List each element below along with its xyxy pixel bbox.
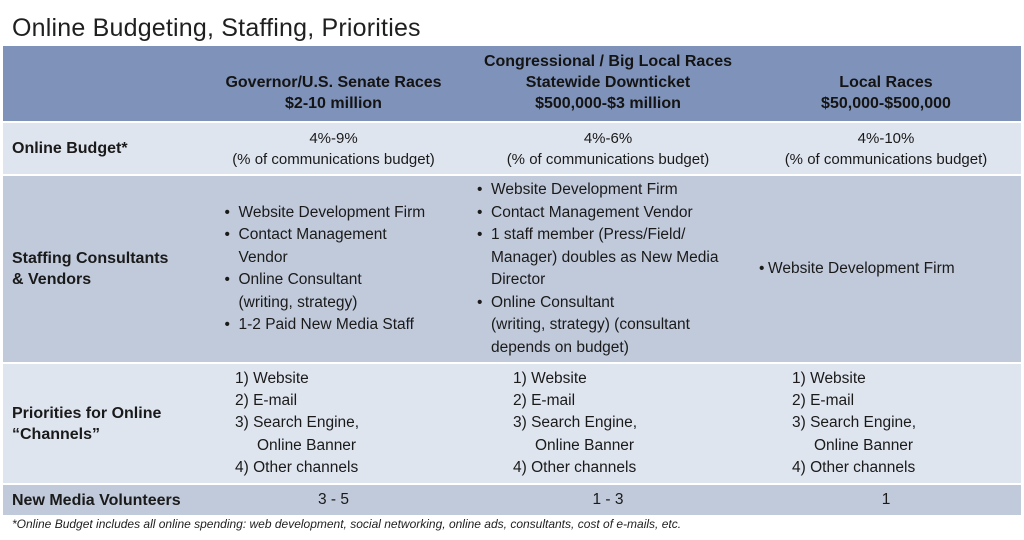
list-item: 3) Search Engine, Online Banner <box>792 414 917 454</box>
list-item: • Online Consultant (writing, strategy) (consultant depends on budget) <box>477 292 718 360</box>
budget-table <box>3 46 1021 517</box>
list-item: • Website Development Firm <box>477 179 718 202</box>
page-title: Online Budgeting, Staffing, Priorities <box>12 14 421 42</box>
table-row-priorities <box>3 364 1021 485</box>
list-item: 2) E-mail <box>513 392 576 410</box>
header-empty-cell <box>3 46 202 121</box>
budget-col1 <box>202 123 465 174</box>
header-col2-line2: Statewide Downticket <box>525 74 691 91</box>
budget-col2 <box>465 123 751 174</box>
staffing-label-line1: Staffing Consultants <box>12 250 169 267</box>
header-col2-line1: Congressional / Big Local Races <box>483 53 733 70</box>
volunteers-col2: 1 - 3 <box>592 491 624 508</box>
header-local-races <box>751 46 1021 121</box>
priorities-col1 <box>202 364 465 483</box>
budget-col2-note: (% of communications budget) <box>506 150 710 168</box>
staffing-col3 <box>751 176 1021 362</box>
header-col1-line2: $2-10 million <box>285 95 382 112</box>
priorities-col2 <box>465 364 751 483</box>
priorities-col3 <box>751 364 1021 483</box>
header-col3-line2: $50,000-$500,000 <box>821 95 951 112</box>
priorities-col1-list <box>235 368 359 479</box>
table-row-staffing <box>3 176 1021 364</box>
budget-col1-note: (% of communications budget) <box>232 150 435 168</box>
priorities-col2-list <box>513 368 637 479</box>
list-item: • Website Development Firm <box>225 202 437 225</box>
staffing-col1-list <box>225 202 437 337</box>
row-label-staffing <box>3 176 202 362</box>
list-item: • 1-2 Paid New Media Staff <box>225 314 437 337</box>
row-label-priorities <box>3 364 202 483</box>
budget-col3-range: 4%-10% <box>857 129 915 147</box>
list-item: • Contact Management Vendor <box>477 202 718 225</box>
staffing-col1 <box>202 176 465 362</box>
table-row-online-budget <box>3 123 1021 176</box>
volunteers-col1: 3 - 5 <box>317 491 349 508</box>
list-item: 4) Other channels <box>235 458 359 476</box>
list-item: 1) Website <box>792 369 866 387</box>
list-item: 1) Website <box>513 369 587 387</box>
budget-col3-note: (% of communications budget) <box>784 150 988 168</box>
header-governor-senate <box>202 46 465 121</box>
list-item: 1) Website <box>235 369 309 387</box>
priorities-label-line2: “Channels” <box>12 425 101 443</box>
list-item: 3) Search Engine, Online Banner <box>513 414 638 454</box>
budget-col1-range: 4%-9% <box>309 129 358 147</box>
header-col2-line3: $500,000-$3 million <box>535 95 681 112</box>
staffing-col2 <box>465 176 751 362</box>
staffing-col2-list <box>477 179 718 359</box>
row-label-volunteers: New Media Volunteers <box>12 491 181 509</box>
header-congressional <box>465 46 751 121</box>
header-col3-line1: Local Races <box>839 74 933 91</box>
staffing-col3-list <box>759 258 955 281</box>
volunteers-col3: 1 <box>881 491 891 508</box>
list-item: 2) E-mail <box>235 392 298 410</box>
list-item: 4) Other channels <box>792 458 916 476</box>
staffing-label-line2: & Vendors <box>12 271 92 288</box>
list-item: • Online Consultant (writing, strategy) <box>225 269 437 314</box>
table-row-volunteers <box>3 485 1021 517</box>
priorities-col3-list <box>792 368 916 479</box>
budget-col3 <box>751 123 1021 174</box>
priorities-label-line1: Priorities for Online <box>12 404 162 422</box>
list-item: 2) E-mail <box>792 392 855 410</box>
footnote: *Online Budget includes all online spending: web development, social networking, online ads, consultants, cost of e-mails, etc. <box>12 517 682 531</box>
list-item: • 1 staff member (Press/Field/ Manager) doubles as New Media Director <box>477 224 718 292</box>
table-header-row <box>3 46 1021 123</box>
list-item: • Contact Management Vendor <box>225 224 437 269</box>
list-item: • Website Development Firm <box>759 258 955 281</box>
list-item: 4) Other channels <box>513 458 637 476</box>
list-item: 3) Search Engine, Online Banner <box>235 414 360 454</box>
row-label-online-budget: Online Budget* <box>12 140 128 157</box>
budget-col2-range: 4%-6% <box>583 129 633 147</box>
header-col1-line1: Governor/U.S. Senate Races <box>225 74 442 91</box>
